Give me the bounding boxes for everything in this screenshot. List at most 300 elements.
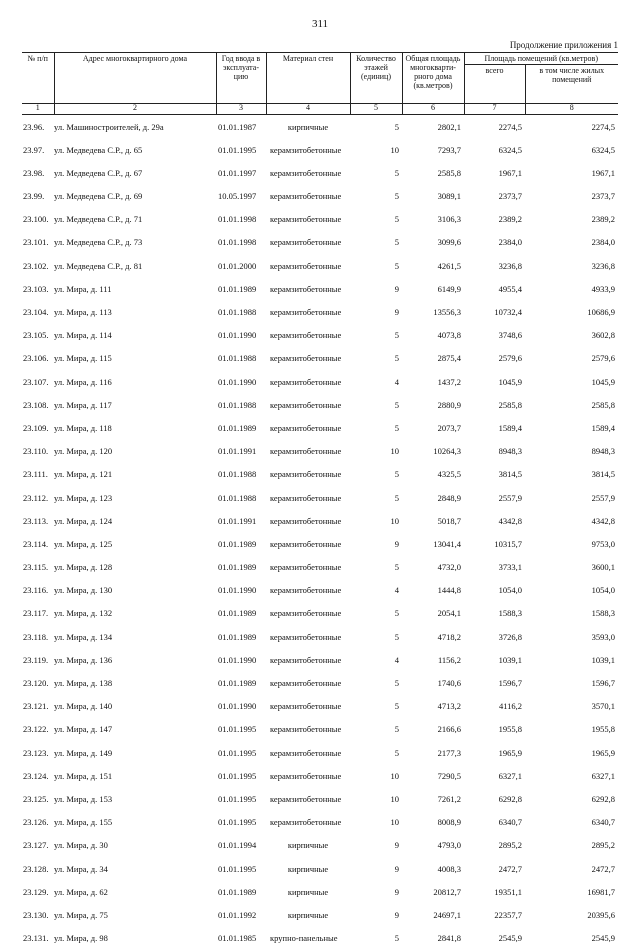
cell-address: ул. Мира, д. 149 — [54, 747, 113, 758]
column-number: 6 — [402, 103, 464, 114]
cell-material: керамзитобетонные — [270, 654, 342, 665]
cell-year: 01.01.1995 — [218, 817, 257, 828]
cell-floors: 9 — [394, 909, 399, 920]
cell-material: керамзитобетонные — [270, 793, 342, 804]
cell-total-area: 4008,3 — [437, 863, 461, 874]
cell-material: кирпичные — [287, 886, 329, 897]
cell-material: керамзитобетонные — [270, 237, 342, 248]
cell-material: керамзитобетонные — [270, 260, 342, 271]
cell-premises-area: 1054,0 — [498, 585, 522, 596]
cell-total-area: 4325,5 — [437, 469, 461, 480]
header-material: Материал стен — [266, 53, 350, 104]
cell-number: 23.122. — [23, 724, 49, 735]
cell-premises-area: 6292,8 — [498, 793, 522, 804]
cell-address: ул. Мира, д. 34 — [54, 863, 108, 874]
cell-total-area: 2802,1 — [437, 121, 461, 132]
cell-premises-area: 1967,1 — [498, 167, 522, 178]
cell-address: ул. Медведева С.Р., д. 69 — [54, 191, 143, 202]
cell-number: 23.105. — [23, 330, 49, 341]
cell-premises-area: 1589,4 — [498, 422, 522, 433]
cell-material: керамзитобетонные — [270, 191, 342, 202]
table-row — [22, 927, 618, 950]
cell-material: керамзитобетонные — [270, 469, 342, 480]
table-row — [22, 625, 618, 648]
cell-floors: 5 — [394, 260, 399, 271]
cell-material: керамзитобетонные — [270, 399, 342, 410]
cell-number: 23.114. — [23, 538, 49, 549]
table-row — [22, 440, 618, 463]
cell-year: 01.01.1989 — [218, 562, 257, 573]
cell-year: 01.01.1995 — [218, 747, 257, 758]
cell-residential-area: 1965,9 — [591, 747, 616, 758]
cell-year: 01.01.1991 — [218, 446, 257, 457]
cell-residential-area: 1589,4 — [591, 422, 616, 433]
table-row — [22, 300, 618, 323]
cell-year: 01.01.1988 — [218, 399, 257, 410]
cell-number: 23.110. — [23, 446, 49, 457]
cell-premises-area: 6327,1 — [498, 770, 522, 781]
cell-number: 23.121. — [23, 701, 49, 712]
column-number: 8 — [525, 103, 618, 114]
cell-premises-area: 1045,9 — [498, 376, 522, 387]
cell-material: керамзитобетонные — [270, 330, 342, 341]
cell-premises-area: 1039,1 — [498, 654, 522, 665]
cell-total-area: 2848,9 — [437, 492, 461, 503]
cell-address: ул. Медведева С.Р., д. 65 — [54, 144, 143, 155]
cell-residential-area: 2545,9 — [591, 933, 616, 944]
cell-address: ул. Мира, д. 111 — [54, 283, 112, 294]
cell-address: ул. Мира, д. 130 — [54, 585, 113, 596]
cell-address: ул. Мира, д. 134 — [54, 631, 113, 642]
cell-material: керамзитобетонные — [270, 376, 342, 387]
cell-number: 23.127. — [23, 840, 49, 851]
cell-premises-area: 3814,5 — [498, 469, 522, 480]
table-row — [22, 741, 618, 764]
cell-residential-area: 1967,1 — [591, 167, 616, 178]
cell-year: 01.01.1990 — [218, 585, 257, 596]
cell-number: 23.117. — [23, 608, 49, 619]
cell-material: крупно-панельные — [270, 933, 338, 944]
cell-address: ул. Медведева С.Р., д. 67 — [54, 167, 143, 178]
header-no: № п/п — [22, 53, 54, 104]
cell-material: керамзитобетонные — [270, 446, 342, 457]
cell-address: ул. Мира, д. 116 — [54, 376, 112, 387]
cell-floors: 9 — [394, 840, 399, 851]
cell-residential-area: 2384,0 — [591, 237, 616, 248]
cell-residential-area: 3236,8 — [591, 260, 616, 271]
cell-number: 23.100. — [23, 214, 49, 225]
cell-address: ул. Мира, д. 153 — [54, 793, 113, 804]
cell-year: 01.01.1997 — [218, 167, 257, 178]
cell-floors: 5 — [394, 121, 399, 132]
cell-floors: 5 — [394, 724, 399, 735]
cell-total-area: 4718,2 — [437, 631, 461, 642]
cell-total-area: 1740,6 — [437, 678, 461, 689]
header-premises-total: всего — [464, 64, 525, 103]
cell-total-area: 24697,1 — [433, 909, 461, 920]
cell-premises-area: 2389,2 — [498, 214, 522, 225]
cell-premises-area: 10732,4 — [494, 307, 522, 318]
column-number-row — [22, 103, 618, 114]
cell-total-area: 2177,3 — [437, 747, 461, 758]
cell-premises-area: 1965,9 — [498, 747, 522, 758]
cell-number: 23.129. — [23, 886, 49, 897]
cell-floors: 5 — [394, 422, 399, 433]
cell-address: ул. Мира, д. 147 — [54, 724, 113, 735]
cell-material: керамзитобетонные — [270, 144, 342, 155]
table-row — [22, 277, 618, 300]
cell-material: керамзитобетонные — [270, 515, 342, 526]
table-row — [22, 185, 618, 208]
cell-material: керамзитобетонные — [270, 422, 342, 433]
cell-year: 01.01.1989 — [218, 608, 257, 619]
cell-year: 01.01.1988 — [218, 469, 257, 480]
cell-total-area: 3089,1 — [437, 191, 461, 202]
table-row — [22, 463, 618, 486]
cell-floors: 5 — [394, 701, 399, 712]
cell-number: 23.97. — [23, 144, 45, 155]
table-row — [22, 857, 618, 880]
cell-total-area: 4793,0 — [437, 840, 461, 851]
cell-floors: 9 — [394, 283, 399, 294]
page-number: 311 — [311, 18, 329, 30]
cell-year: 01.01.1989 — [218, 886, 257, 897]
cell-material: керамзитобетонные — [270, 353, 342, 364]
cell-total-area: 3106,3 — [437, 214, 461, 225]
table-header — [22, 53, 618, 115]
cell-floors: 10 — [390, 144, 399, 155]
cell-material: керамзитобетонные — [270, 770, 342, 781]
cell-year: 01.01.1985 — [218, 933, 257, 944]
table-row — [22, 347, 618, 370]
cell-total-area: 1444,8 — [437, 585, 461, 596]
cell-material: кирпичные — [287, 121, 329, 132]
cell-total-area: 6149,9 — [437, 283, 461, 294]
cell-address: ул. Медведева С.Р., д. 73 — [54, 237, 143, 248]
cell-total-area: 2073,7 — [437, 422, 461, 433]
cell-residential-area: 1955,8 — [591, 724, 616, 735]
cell-premises-area: 4116,2 — [498, 701, 522, 712]
column-number: 3 — [216, 103, 266, 114]
cell-residential-area: 4342,8 — [591, 515, 616, 526]
cell-address: ул. Мира, д. 114 — [54, 330, 112, 341]
cell-premises-area: 22357,7 — [494, 909, 522, 920]
cell-number: 23.96. — [23, 121, 45, 132]
cell-number: 23.120. — [23, 678, 49, 689]
cell-floors: 10 — [390, 515, 399, 526]
cell-premises-area: 3726,8 — [498, 631, 522, 642]
cell-residential-area: 6340,7 — [591, 817, 616, 828]
cell-number: 23.111. — [23, 469, 48, 480]
cell-residential-area: 2373,7 — [591, 191, 616, 202]
cell-premises-area: 2579,6 — [498, 353, 522, 364]
cell-total-area: 4713,2 — [437, 701, 461, 712]
cell-year: 01.01.1995 — [218, 793, 257, 804]
cell-number: 23.126. — [23, 817, 49, 828]
cell-year: 01.01.1995 — [218, 144, 257, 155]
cell-residential-area: 2389,2 — [591, 214, 616, 225]
cell-residential-area: 1045,9 — [591, 376, 616, 387]
cell-floors: 4 — [394, 585, 399, 596]
cell-premises-area: 2585,8 — [498, 399, 522, 410]
cell-number: 23.107. — [23, 376, 49, 387]
cell-number: 23.130. — [23, 909, 49, 920]
cell-material: керамзитобетонные — [270, 747, 342, 758]
cell-premises-area: 1596,7 — [498, 678, 522, 689]
cell-number: 23.115. — [23, 562, 49, 573]
cell-material: керамзитобетонные — [270, 724, 342, 735]
cell-year: 01.01.1990 — [218, 654, 257, 665]
cell-address: ул. Мира, д. 124 — [54, 515, 113, 526]
cell-address: ул. Мира, д. 98 — [54, 933, 108, 944]
table-body — [22, 114, 618, 949]
cell-address: ул. Мира, д. 140 — [54, 701, 113, 712]
table-row — [22, 695, 618, 718]
header-floors: Количество этажей (единиц) — [350, 53, 402, 104]
cell-material: керамзитобетонные — [270, 307, 342, 318]
cell-total-area: 13556,3 — [433, 307, 461, 318]
cell-number: 23.108. — [23, 399, 49, 410]
cell-number: 23.116. — [23, 585, 49, 596]
cell-total-area: 13041,4 — [433, 538, 461, 549]
cell-year: 01.01.1998 — [218, 237, 257, 248]
cell-residential-area: 9753,0 — [591, 538, 616, 549]
continuation-note: Продолжение приложения 1 — [509, 40, 618, 50]
cell-premises-area: 2545,9 — [498, 933, 522, 944]
cell-premises-area: 1955,8 — [498, 724, 522, 735]
cell-floors: 5 — [394, 237, 399, 248]
cell-address: ул. Мира, д. 136 — [54, 654, 113, 665]
cell-residential-area: 1588,3 — [591, 608, 616, 619]
cell-total-area: 4732,0 — [437, 562, 461, 573]
cell-residential-area: 8948,3 — [591, 446, 616, 457]
cell-total-area: 7290,5 — [437, 770, 461, 781]
cell-number: 23.104. — [23, 307, 49, 318]
cell-address: ул. Мира, д. 138 — [54, 678, 113, 689]
cell-number: 23.103. — [23, 283, 49, 294]
cell-residential-area: 2274,5 — [591, 121, 616, 132]
cell-total-area: 10264,3 — [433, 446, 461, 457]
cell-total-area: 1156,2 — [437, 654, 461, 665]
cell-number: 23.128. — [23, 863, 49, 874]
header-premises-residential: в том числе жилых помещений — [525, 64, 618, 103]
cell-premises-area: 1588,3 — [498, 608, 522, 619]
cell-year: 01.01.1992 — [218, 909, 257, 920]
cell-address: ул. Мира, д. 121 — [54, 469, 113, 480]
cell-year: 01.01.1988 — [218, 307, 257, 318]
cell-premises-area: 3733,1 — [498, 562, 522, 573]
cell-residential-area: 20395,6 — [587, 909, 616, 920]
cell-total-area: 2880,9 — [437, 399, 461, 410]
cell-material: керамзитобетонные — [270, 631, 342, 642]
cell-premises-area: 6324,5 — [498, 144, 522, 155]
table-row — [22, 208, 618, 231]
table-row — [22, 393, 618, 416]
cell-total-area: 7293,7 — [437, 144, 461, 155]
cell-material: кирпичные — [287, 863, 329, 874]
cell-address: ул. Мира, д. 30 — [54, 840, 108, 851]
cell-residential-area: 3814,5 — [591, 469, 616, 480]
cell-year: 01.01.1990 — [218, 330, 257, 341]
cell-number: 23.101. — [23, 237, 49, 248]
column-number: 4 — [266, 103, 350, 114]
cell-material: керамзитобетонные — [270, 701, 342, 712]
table-row — [22, 416, 618, 439]
cell-number: 23.106. — [23, 353, 49, 364]
cell-total-area: 2166,6 — [437, 724, 461, 735]
cell-material: кирпичные — [287, 840, 329, 851]
cell-year: 01.01.2000 — [218, 260, 257, 271]
cell-floors: 9 — [394, 886, 399, 897]
cell-material: кирпичные — [287, 909, 329, 920]
cell-address: ул. Медведева С.Р., д. 81 — [54, 260, 143, 271]
cell-floors: 5 — [394, 167, 399, 178]
cell-year: 01.01.1995 — [218, 724, 257, 735]
cell-premises-area: 2373,7 — [498, 191, 522, 202]
header-premises-area: Площадь помещений (кв.метров) — [464, 53, 618, 65]
table-row — [22, 787, 618, 810]
cell-number: 23.98. — [23, 167, 45, 178]
cell-total-area: 2875,4 — [437, 353, 461, 364]
table-row — [22, 556, 618, 579]
cell-premises-area: 2557,9 — [498, 492, 522, 503]
cell-total-area: 7261,2 — [437, 793, 461, 804]
cell-address: ул. Мира, д. 155 — [54, 817, 113, 828]
column-number: 1 — [22, 103, 54, 114]
cell-floors: 5 — [394, 353, 399, 364]
cell-floors: 10 — [390, 817, 399, 828]
cell-premises-area: 3748,6 — [498, 330, 522, 341]
cell-material: керамзитобетонные — [270, 492, 342, 503]
cell-address: ул. Мира, д. 62 — [54, 886, 108, 897]
cell-residential-area: 3600,1 — [591, 562, 616, 573]
cell-year: 01.01.1995 — [218, 863, 257, 874]
cell-number: 23.112. — [23, 492, 49, 503]
cell-address: ул. Мира, д. 115 — [54, 353, 112, 364]
cell-number: 23.131. — [23, 933, 49, 944]
cell-material: керамзитобетонные — [270, 167, 342, 178]
cell-floors: 9 — [394, 538, 399, 549]
cell-number: 23.125. — [23, 793, 49, 804]
cell-number: 23.113. — [23, 515, 49, 526]
cell-floors: 10 — [390, 793, 399, 804]
cell-year: 01.01.1990 — [218, 376, 257, 387]
column-number: 5 — [350, 103, 402, 114]
cell-premises-area: 2384,0 — [498, 237, 522, 248]
cell-address: ул. Машиностроителей, д. 29а — [54, 121, 164, 132]
cell-total-area: 4261,5 — [437, 260, 461, 271]
cell-year: 01.01.1988 — [218, 492, 257, 503]
cell-floors: 10 — [390, 770, 399, 781]
cell-premises-area: 4955,4 — [498, 283, 522, 294]
cell-total-area: 8008,9 — [437, 817, 461, 828]
cell-total-area: 2585,8 — [437, 167, 461, 178]
cell-premises-area: 10315,7 — [494, 538, 522, 549]
cell-total-area: 4073,8 — [437, 330, 461, 341]
cell-total-area: 20812,7 — [433, 886, 461, 897]
cell-total-area: 5018,7 — [437, 515, 461, 526]
table-row — [22, 602, 618, 625]
cell-residential-area: 16981,7 — [587, 886, 616, 897]
cell-residential-area: 3570,1 — [591, 701, 616, 712]
cell-material: керамзитобетонные — [270, 538, 342, 549]
cell-floors: 5 — [394, 214, 399, 225]
cell-floors: 9 — [394, 307, 399, 318]
column-number: 7 — [464, 103, 525, 114]
cell-floors: 5 — [394, 747, 399, 758]
cell-material: керамзитобетонные — [270, 214, 342, 225]
cell-year: 01.01.1991 — [218, 515, 257, 526]
table-row — [22, 834, 618, 857]
cell-floors: 5 — [394, 330, 399, 341]
table-row — [22, 671, 618, 694]
cell-number: 23.102. — [23, 260, 49, 271]
cell-material: керамзитобетонные — [270, 817, 342, 828]
cell-address: ул. Мира, д. 123 — [54, 492, 113, 503]
table-row — [22, 254, 618, 277]
cell-residential-area: 2579,6 — [591, 353, 616, 364]
cell-total-area: 2054,1 — [437, 608, 461, 619]
table-row — [22, 648, 618, 671]
cell-premises-area: 6340,7 — [498, 817, 522, 828]
cell-residential-area: 2557,9 — [591, 492, 616, 503]
cell-address: ул. Мира, д. 132 — [54, 608, 113, 619]
housing-table-wrapper — [22, 52, 618, 950]
cell-floors: 5 — [394, 631, 399, 642]
cell-residential-area: 6327,1 — [591, 770, 616, 781]
cell-address: ул. Мира, д. 120 — [54, 446, 113, 457]
cell-residential-area: 4933,9 — [591, 283, 616, 294]
cell-premises-area: 2895,2 — [498, 840, 522, 851]
cell-premises-area: 19351,1 — [494, 886, 522, 897]
cell-year: 10.05.1997 — [218, 191, 257, 202]
cell-residential-area: 6292,8 — [591, 793, 616, 804]
cell-number: 23.124. — [23, 770, 49, 781]
cell-residential-area: 2472,7 — [591, 863, 616, 874]
table-row — [22, 579, 618, 602]
cell-floors: 5 — [394, 469, 399, 480]
cell-year: 01.01.1989 — [218, 538, 257, 549]
table-row — [22, 138, 618, 161]
cell-material: керамзитобетонные — [270, 585, 342, 596]
table-row — [22, 509, 618, 532]
cell-total-area: 1437,2 — [437, 376, 461, 387]
cell-address: ул. Мира, д. 117 — [54, 399, 112, 410]
cell-residential-area: 10686,9 — [587, 307, 616, 318]
cell-address: ул. Мира, д. 128 — [54, 562, 113, 573]
cell-material: керамзитобетонные — [270, 608, 342, 619]
table-row — [22, 718, 618, 741]
cell-premises-area: 3236,8 — [498, 260, 522, 271]
cell-year: 01.01.1988 — [218, 353, 257, 364]
cell-premises-area: 4342,8 — [498, 515, 522, 526]
table-row — [22, 903, 618, 926]
table-row — [22, 532, 618, 555]
cell-address: ул. Мира, д. 151 — [54, 770, 113, 781]
cell-premises-area: 8948,3 — [498, 446, 522, 457]
cell-floors: 5 — [394, 399, 399, 410]
cell-floors: 10 — [390, 446, 399, 457]
cell-year: 01.01.1989 — [218, 631, 257, 642]
cell-floors: 5 — [394, 492, 399, 503]
header-address: Адрес многоквартирного дома — [54, 53, 216, 104]
cell-address: ул. Мира, д. 118 — [54, 422, 112, 433]
cell-material: керамзитобетонные — [270, 678, 342, 689]
table-row — [22, 231, 618, 254]
table-row — [22, 880, 618, 903]
cell-floors: 5 — [394, 562, 399, 573]
housing-table — [22, 52, 618, 950]
